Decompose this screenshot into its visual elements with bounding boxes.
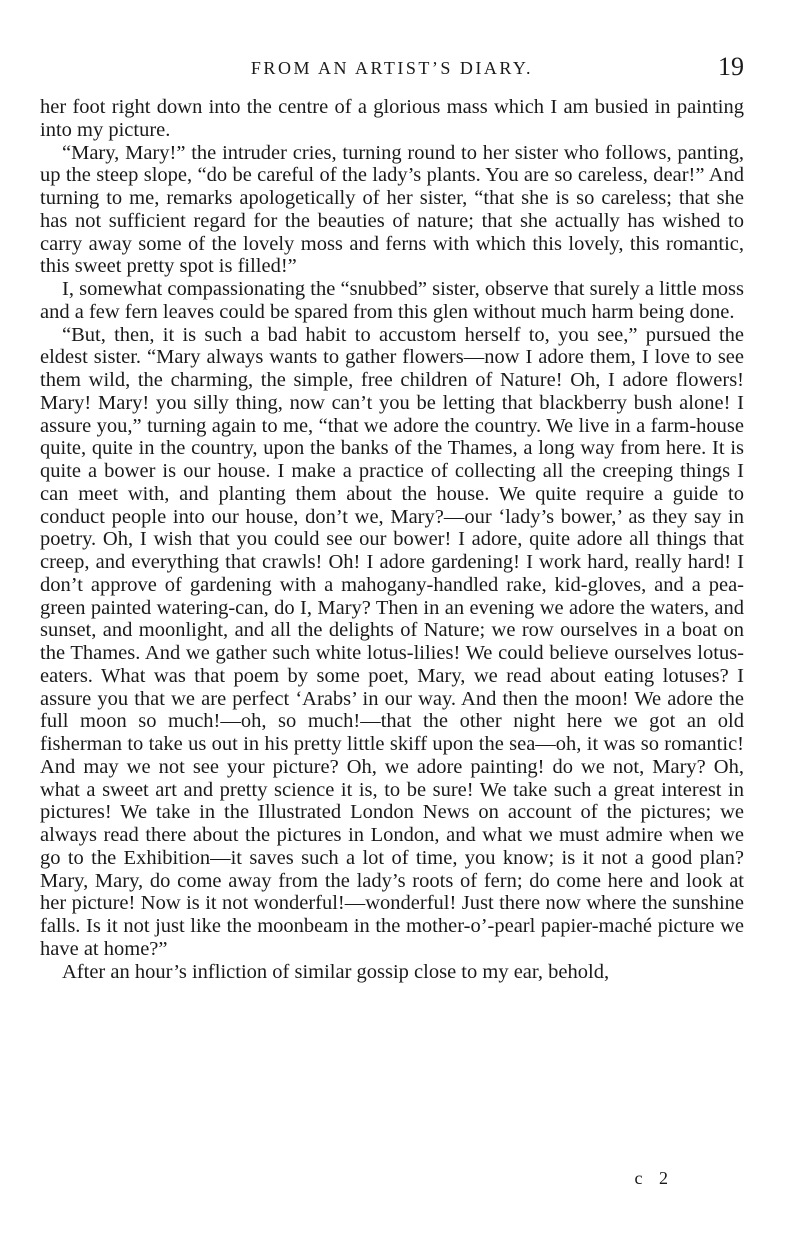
paragraph-3: I, somewhat compassionating the “snubbed” sister, observe that surely a little moss and a few fern leaves could be spared from this glen without much harm being done. <box>40 278 744 323</box>
paragraph-5: After an hour’s infliction of similar gossip close to my ear, behold, <box>62 960 610 983</box>
book-page <box>40 52 744 983</box>
page-header <box>40 52 744 92</box>
body-text <box>40 96 744 983</box>
running-head: FROM AN ARTIST’S DIARY. <box>250 58 534 78</box>
page-number: 19 <box>718 52 744 81</box>
signature-mark: c 2 <box>634 1168 674 1188</box>
paragraph-1: her foot right down into the centre of a glorious mass which I am busied in painting into my picture. <box>40 96 744 141</box>
paragraph-4: “But, then, it is such a bad habit to accustom herself to, you see,” pursued the eldest sister. “Mary always wants to gather flowers—now I adore them, I love to see them wild, the charming, the simple, free children of Nature! Oh, I adore flowers! Mary! Mary! you silly thing, now can’t you be letting that blackberry bush alone! I assure you,” turning again to me, “that we adore the country. We live in a farm-house quite, quite in the country, upon the banks of the Thames, a long way from here. It is quite a bower is our house. I make a practice of collecting all the creeping things I can meet with, and planting them about the house. We quite require a guide to conduct people into our house, don’t we, Mary?—our ‘lady’s bower,’ as they say in poetry. Oh, I wish that you could see our bower! I adore, quite adore all things that creep, and everything that crawls! Oh! I adore gardening! I work hard, really hard! I don’t approve of gardening with a mahogany-handled rake, kid-gloves, and a pea-green painted watering-can, do I, Mary? Then in an evening we adore the waters, and sunset, and moonlight, and all the delights of Nature; we row ourselves in a boat on the Thames. And we gather such white lotus-lilies! We could believe ourselves lotus-eaters. What was that poem by some poet, Mary, we read about eating lotuses? I assure you that we are perfect ‘Arabs’ in our way. And then the moon! We adore the full moon so much!—oh, so much!—that the other night here we got an old fisherman to take us out in his pretty little skiff upon the sea—oh, it was so romantic! And may we not see your picture? Oh, we adore painting! do we not, Mary? Oh, what a sweet art and pretty science it is, to be sure! We take such a great interest in pictures! We take in the Illustrated London News on account of the pictures; we always read there about the pictures in London, and what we must admire when we go to the Exhibition—it saves such a lot of time, you know; is it not a good plan? Mary, Mary, do come away from the lady’s roots of fern; do come here and look at her picture! Now is it not wonderful!—wonderful! Just there now where the sunshine falls. Is it not just like the moonbeam in the mother-o’-pearl papier-maché picture we have at home?” <box>40 323 744 960</box>
paragraph-2: “Mary, Mary!” the intruder cries, turning round to her sister who follows, panting, up the steep slope, “do be careful of the lady’s plants. You are so careless, dear!” And turning to me, remarks apologetically of her sister, “that she is so careless; that she has not sufficient regard for the beauties of nature; that she actually has wished to carry away some of the lovely moss and ferns with which this lovely, this romantic, this sweet pretty spot is filled!” <box>40 141 744 278</box>
